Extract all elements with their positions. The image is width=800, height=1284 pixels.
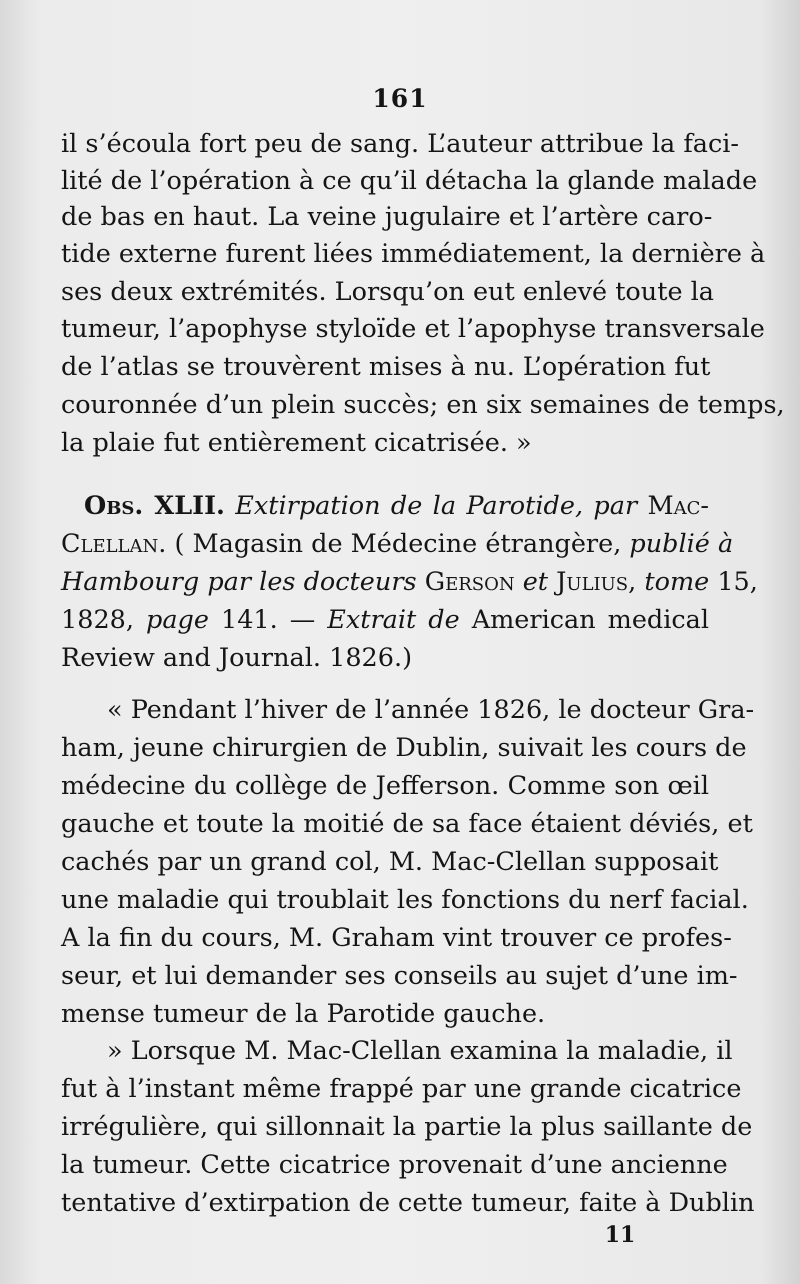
obs-label: Obs. XLII. xyxy=(84,491,225,521)
obs-place: Hambourg par les docteurs xyxy=(61,567,417,597)
text-line: il s’écoula fort peu de sang. L’auteur attribue la faci- xyxy=(61,129,740,159)
obs-heading-line xyxy=(61,564,758,600)
text-line: seur, et lui demander ses conseils au sujet d’une im- xyxy=(61,961,738,991)
text-line: tentative d’extirpation de cette tumeur, faite à Dublin xyxy=(61,1188,755,1218)
text-line: la tumeur. Cette cicatrice provenait d’une ancienne xyxy=(61,1150,728,1180)
signature-mark: 11 xyxy=(604,1222,636,1248)
text-line: médecine du collège de Jefferson. Comme son œil xyxy=(61,771,709,801)
text-line: lité de l’opération à ce qu’il détacha la glande malade xyxy=(61,166,758,196)
page-number: 161 xyxy=(372,84,428,113)
text-line: de bas en haut. La veine jugulaire et l’artère caro- xyxy=(61,202,713,232)
text-line: tumeur, l’apophyse styloïde et l’apophyse transversale xyxy=(61,314,765,344)
text-line: tide externe furent liées immédiatement, la dernière à xyxy=(61,239,766,269)
obs-year: 1828, xyxy=(61,605,135,635)
text-line: fut à l’instant même frappé par une grande cicatrice xyxy=(61,1074,742,1104)
obs-editor: Gerson xyxy=(424,567,515,597)
text-line: » Lorsque M. Mac-Clellan examina la maladie, il xyxy=(107,1036,733,1066)
obs-author: Mac- xyxy=(647,491,709,521)
text-line: A la fin du cours, M. Graham vint trouver ce profes- xyxy=(61,923,732,953)
obs-journal: American medical xyxy=(471,605,710,635)
text-line: cachés par un grand col, M. Mac-Clellan supposait xyxy=(61,847,719,877)
obs-author-cont: Clellan. xyxy=(61,529,167,559)
obs-heading-line xyxy=(84,488,709,524)
obs-heading-line xyxy=(61,526,734,562)
obs-published: publié à xyxy=(629,529,734,559)
obs-heading-line xyxy=(61,602,709,638)
obs-source: ( Magasin de Médecine étrangère, xyxy=(174,529,622,559)
obs-volume: 15, xyxy=(717,567,758,597)
text-line: de l’atlas se trouvèrent mises à nu. L’opération fut xyxy=(61,352,711,382)
obs-heading-line: Review and Journal. 1826.) xyxy=(61,643,413,673)
text-line: gauche et toute la moitié de sa face étaient déviés, et xyxy=(61,809,753,839)
text-line: une maladie qui troublait les fonctions du nerf facial. xyxy=(61,885,749,915)
obs-volume-label: tome xyxy=(644,567,710,597)
obs-title: Extirpation de la Parotide, xyxy=(235,491,584,521)
text-line: irrégulière, qui sillonnait la partie la plus saillante de xyxy=(61,1112,753,1142)
text-line: « Pendant l’hiver de l’année 1826, le docteur Gra- xyxy=(107,695,755,725)
obs-extract: Extrait de xyxy=(327,605,460,635)
obs-editor: Julius, xyxy=(556,567,637,597)
text-line: ses deux extrémités. Lorsqu’on eut enlevé toute la xyxy=(61,277,715,307)
text-line: ham, jeune chirurgien de Dublin, suivait les cours de xyxy=(61,733,747,763)
obs-page-number: 141. — xyxy=(220,605,316,635)
obs-page-label: page xyxy=(146,605,209,635)
text-line: mense tumeur de la Parotide gauche. xyxy=(61,999,546,1029)
text-line: la plaie fut entièrement cicatrisée. » xyxy=(61,428,532,458)
text-line: couronnée d’un plein succès; en six semaines de temps, xyxy=(61,390,785,420)
obs-by: par xyxy=(593,491,638,521)
obs-and: et xyxy=(522,567,549,597)
